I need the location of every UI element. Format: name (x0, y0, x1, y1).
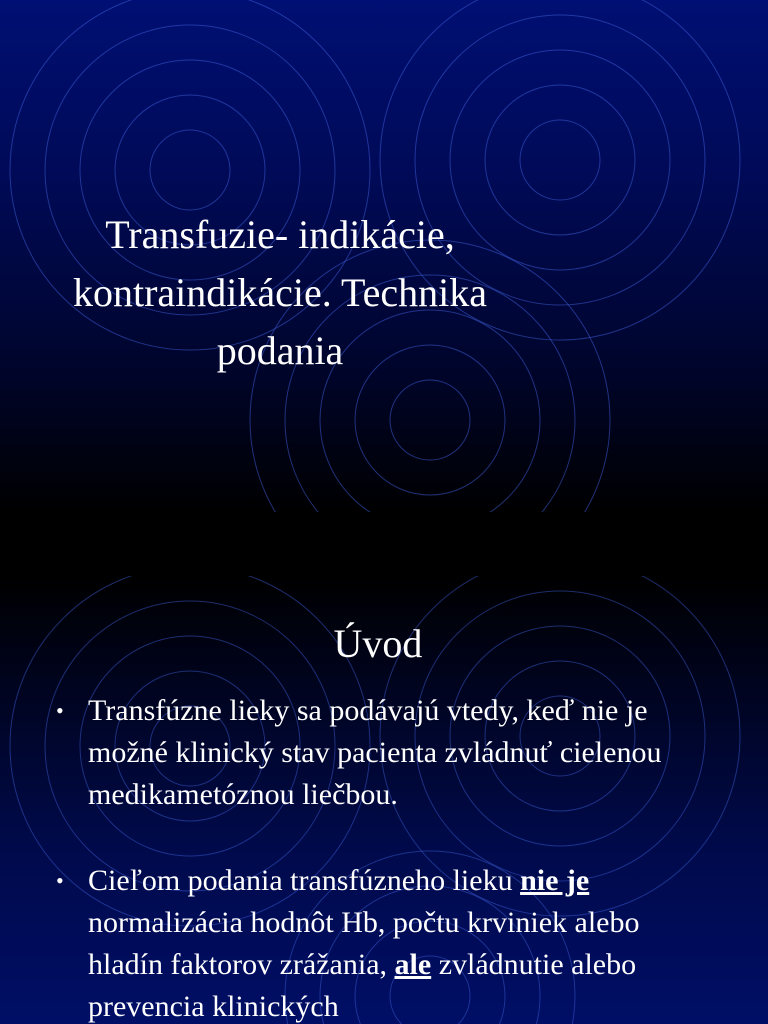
slide-title (20, 206, 540, 380)
slide-heading: Úvod (333, 621, 423, 666)
bullet-dot-icon: • (56, 698, 64, 723)
bullet-list (56, 690, 706, 1024)
bullet-item-2 (56, 860, 706, 1024)
bullet-2-part-3: zvládnutie alebo prevencia klinických (88, 948, 637, 1023)
title-line-1: Transfuzie- indikácie, (105, 212, 455, 257)
bullet-dot-icon: • (56, 868, 64, 893)
bullet-2-emphasis-nie-je: nie je (520, 864, 590, 897)
bullet-2-part-1: Cieľom podania transfúzneho lieku (88, 864, 521, 897)
title-line-3: podania (216, 328, 344, 373)
intro-slide (0, 576, 768, 1024)
bullet-2-emphasis-ale: ale (394, 948, 432, 981)
bullet-1-text: Transfúzne lieky sa podávajú vtedy, keď nie je možné klinický stav pacienta zvládnuť cielenou medikametóznou liečbou. (88, 694, 662, 811)
bullet-2-part-2: normalizácia hodnôt Hb, počtu krviniek alebo hladín faktorov zrážania, (88, 906, 640, 981)
bullet-item-1 (56, 690, 706, 816)
slide-separator (0, 512, 768, 576)
title-line-2: kontraindikácie. Technika (72, 270, 488, 315)
